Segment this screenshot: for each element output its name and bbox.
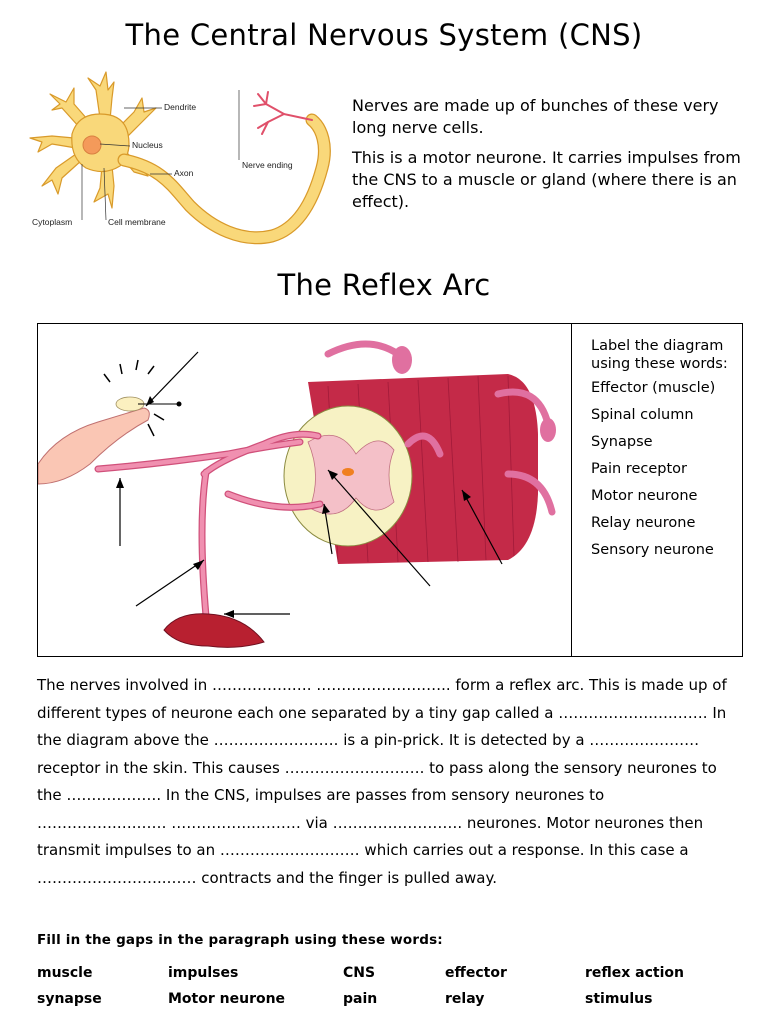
- word-bank-item: synapse: [37, 991, 102, 1007]
- label-word: Synapse: [591, 434, 653, 450]
- section-title-reflex-arc: The Reflex Arc: [277, 268, 491, 302]
- label-words-panel: [591, 337, 736, 568]
- word-bank-item: CNS: [343, 965, 376, 981]
- label-nucleus: Nucleus: [132, 140, 163, 150]
- label-word: Relay neurone: [591, 515, 696, 531]
- label-word: Spinal column: [591, 407, 694, 423]
- label-axon: Axon: [174, 168, 194, 178]
- word-bank-item: effector: [445, 965, 507, 981]
- motor-neurone-diagram: [22, 68, 342, 258]
- word-bank: [37, 965, 757, 1017]
- label-nerve-ending: Nerve ending: [242, 160, 293, 170]
- word-bank-item: impulses: [168, 965, 239, 981]
- label-word: Motor neurone: [591, 488, 698, 504]
- intro-paragraph-1: Nerves are made up of bunches of these very long nerve cells.: [352, 96, 719, 137]
- intro-paragraph-2: This is a motor neurone. It carries impulses from the CNS to a muscle or gland (where there is an effect).: [352, 148, 741, 211]
- box-divider: [571, 323, 572, 657]
- word-bank-item: stimulus: [585, 991, 653, 1007]
- label-cytoplasm: Cytoplasm: [32, 217, 73, 227]
- word-bank-item: reflex action: [585, 965, 684, 981]
- word-bank-row: [37, 991, 757, 1017]
- label-words-heading: Label the diagram using these words:: [591, 338, 728, 372]
- label-word: Effector (muscle): [591, 380, 716, 396]
- word-bank-item: Motor neurone: [168, 991, 286, 1007]
- word-bank-item: pain: [343, 991, 378, 1007]
- fill-heading: Fill in the gaps in the paragraph using these words:: [37, 932, 443, 948]
- word-bank-item: muscle: [37, 965, 93, 981]
- label-dendrite: Dendrite: [164, 102, 197, 112]
- label-word: Pain receptor: [591, 461, 687, 477]
- intro-text: [352, 95, 752, 221]
- label-cell-membrane: Cell membrane: [108, 217, 166, 227]
- word-bank-item: relay: [445, 991, 485, 1007]
- word-bank-row: [37, 965, 757, 991]
- fill-in-paragraph: The nerves involved in …………….…. ………………….….. form a reflex arc. This is made up of different types of neurone each one separated by a tiny gap called a ……………….….……. In the diagram above the ……………………. is a pin-prick. It is detected by a ………….……… receptor in the skin. This causes ………………………. to pass along the sensory neurones to the ………………. In the CNS, impulses are passes from sensory neurones to …………….….…… ……………..……… via ………….…………. neurones. Motor neurones then transmit impulses to an ………….…………… which carries out a response. In this case a ……………………..…… contracts and the finger is pulled away.: [37, 676, 727, 887]
- reflex-arc-diagram: [38, 324, 571, 656]
- label-word: Sensory neurone: [591, 542, 714, 558]
- page-title: The Central Nervous System (CNS): [125, 18, 643, 52]
